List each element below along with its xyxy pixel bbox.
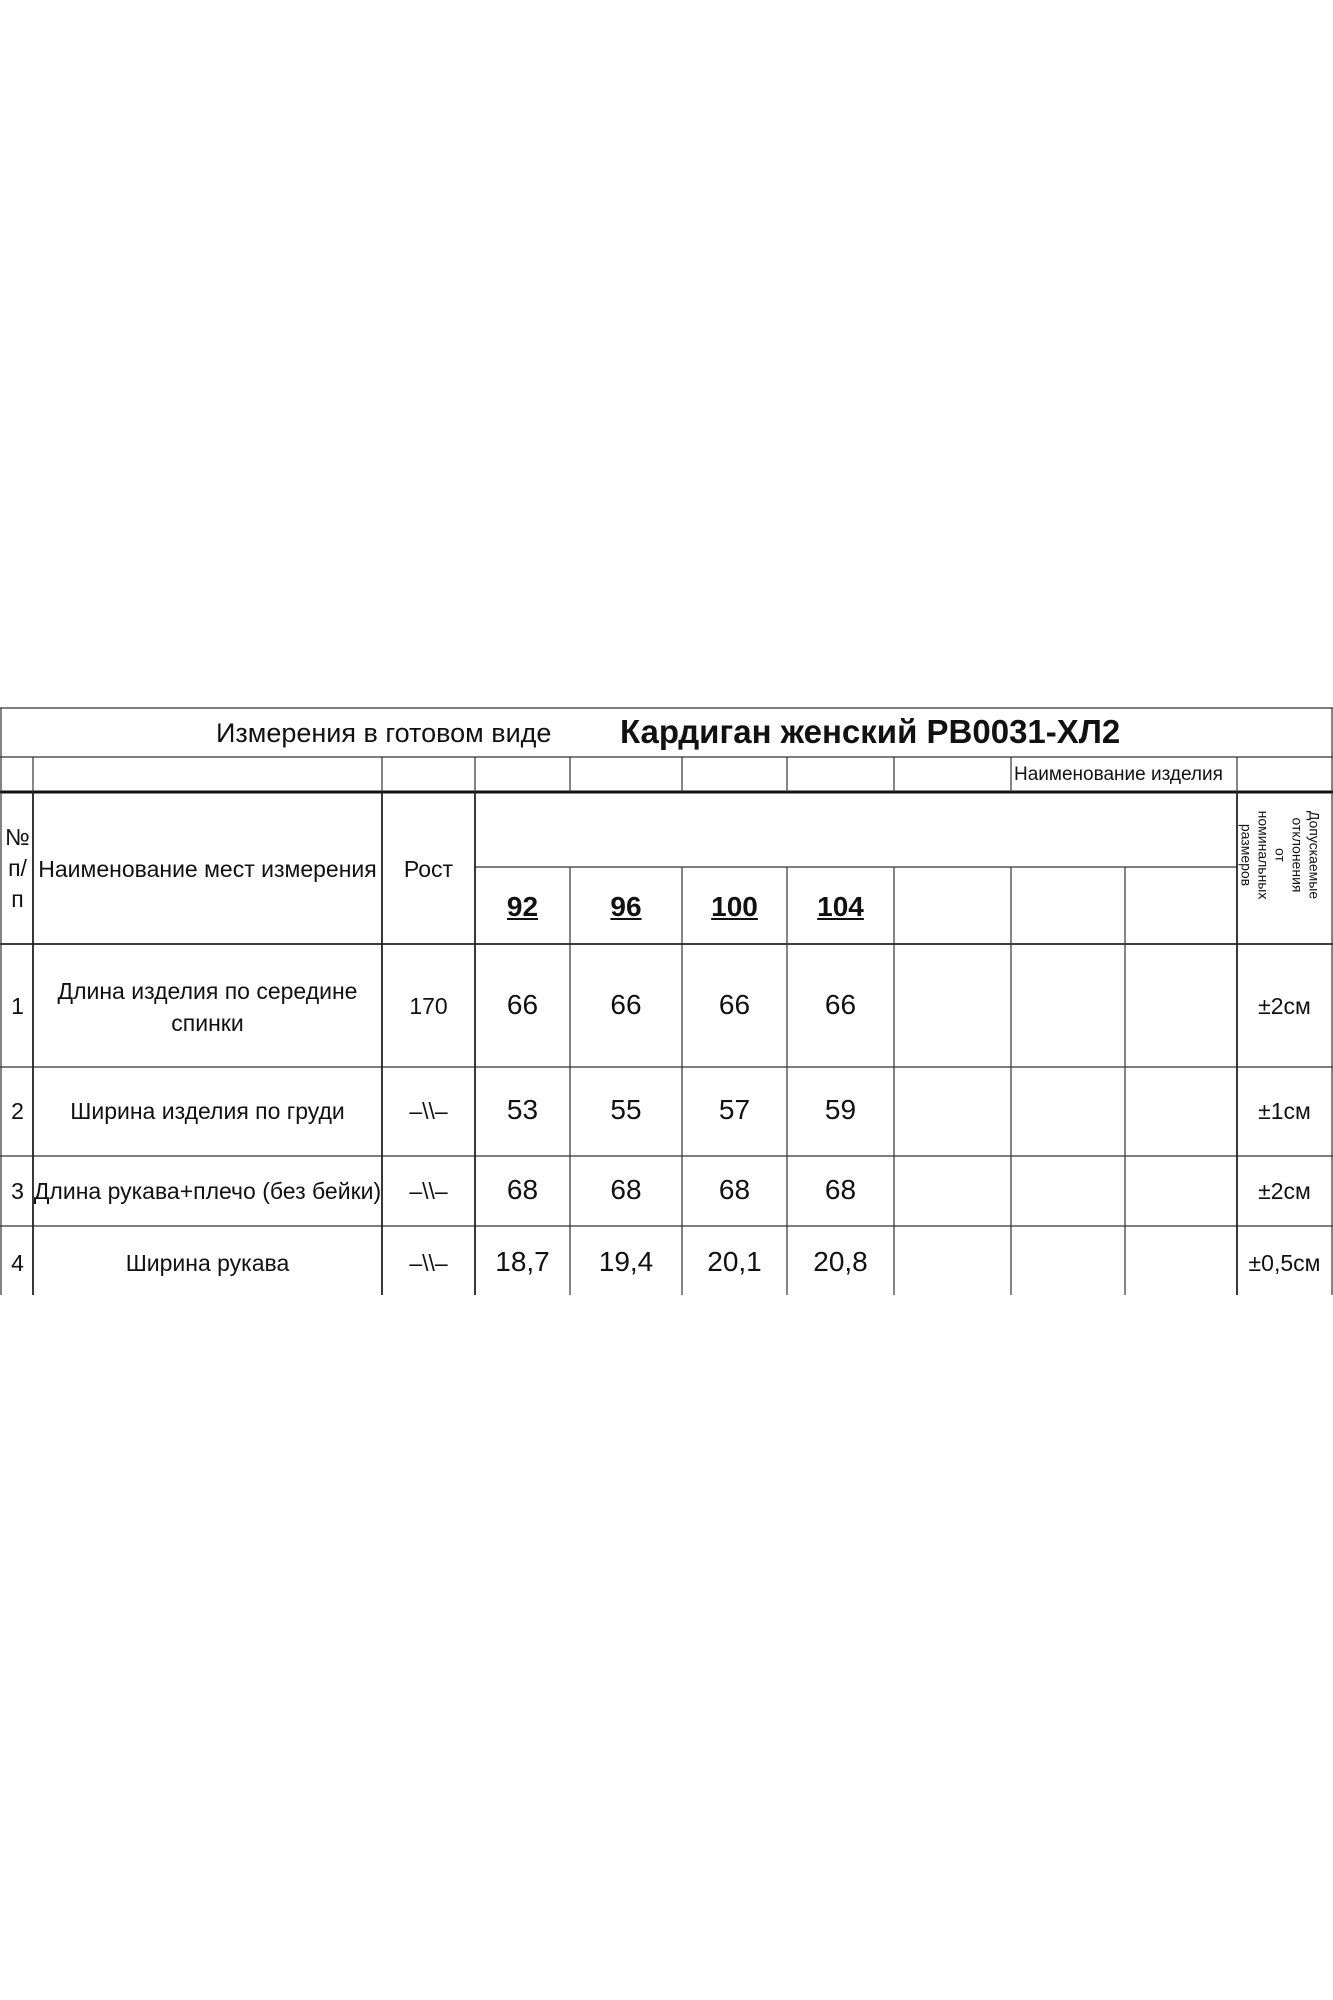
row-1-name <box>33 975 382 1039</box>
row-4-number: 4 <box>11 1250 24 1276</box>
row-1-value-92: 66 <box>506 989 539 1020</box>
row-2-tolerance: ±1см <box>1258 1098 1311 1124</box>
row-2-value-92: 53 <box>506 1094 539 1125</box>
size-header-100: 100 <box>711 891 758 922</box>
row-3-value-96: 68 <box>610 1174 642 1205</box>
row-1-height: 170 <box>409 993 448 1019</box>
number-header-line-2: п/ <box>8 855 27 881</box>
row-2-value-104: 59 <box>824 1094 857 1125</box>
row-1-number: 1 <box>11 993 24 1019</box>
row-3-number: 3 <box>11 1178 24 1204</box>
row-2-value-96: 55 <box>610 1094 642 1125</box>
column-measurement-header: Наименование мест измерения <box>38 856 377 882</box>
row-4-value-100: 20,1 <box>707 1246 762 1277</box>
row-4-value-92: 18,7 <box>495 1246 550 1277</box>
row-2-value-100: 57 <box>718 1094 751 1125</box>
row-3-value-92: 68 <box>506 1174 539 1205</box>
tolerance-line-3: от <box>1272 848 1289 862</box>
row-3-value-104: 68 <box>824 1174 857 1205</box>
row-4-tolerance: ±0,5см <box>1248 1250 1321 1276</box>
tolerance-line-5: размеров <box>1238 823 1255 887</box>
row-1-value-96: 66 <box>610 989 642 1020</box>
column-height-header: Рост <box>403 856 454 882</box>
tolerance-line-4: номинальных <box>1255 810 1272 900</box>
row-4-value-96: 19,4 <box>598 1246 654 1277</box>
row-3-value-100: 68 <box>718 1174 751 1205</box>
tolerance-line-1: Допускаемые <box>1306 810 1323 900</box>
number-header-line-1: № <box>5 824 30 850</box>
tolerance-line-2: отклонения <box>1289 817 1306 893</box>
row-2-height: –\\– <box>409 1098 448 1124</box>
row-1-value-100: 66 <box>718 989 751 1020</box>
product-title: Кардиган женский РВ0031-ХЛ2 <box>620 713 1121 750</box>
size-header-96: 96 <box>610 891 642 922</box>
row-1-name-line-1: Длина изделия по середине <box>57 978 358 1004</box>
product-name-label: Наименование изделия <box>1014 764 1223 785</box>
size-header-92: 92 <box>506 891 539 922</box>
row-4-value-104: 20,8 <box>813 1246 868 1277</box>
column-number-header <box>2 822 33 915</box>
row-2-name: Ширина изделия по груди <box>70 1098 345 1124</box>
subtitle: Измерения в готовом виде <box>216 718 552 748</box>
number-header-line-3: п <box>11 886 24 912</box>
row-1-name-line-2: спинки <box>171 1010 244 1036</box>
row-3-tolerance: ±2см <box>1258 1178 1311 1204</box>
row-1-value-104: 66 <box>824 989 857 1020</box>
size-header-104: 104 <box>817 891 864 922</box>
row-4-name: Ширина рукава <box>125 1250 290 1276</box>
row-1-tolerance: ±2см <box>1258 993 1311 1019</box>
tolerance-header <box>1238 790 1323 920</box>
row-2-number: 2 <box>11 1098 24 1124</box>
row-3-height: –\\– <box>409 1178 448 1204</box>
row-4-height: –\\– <box>409 1250 448 1276</box>
row-3-name: Длина рукава+плечо (без бейки) <box>33 1178 382 1204</box>
